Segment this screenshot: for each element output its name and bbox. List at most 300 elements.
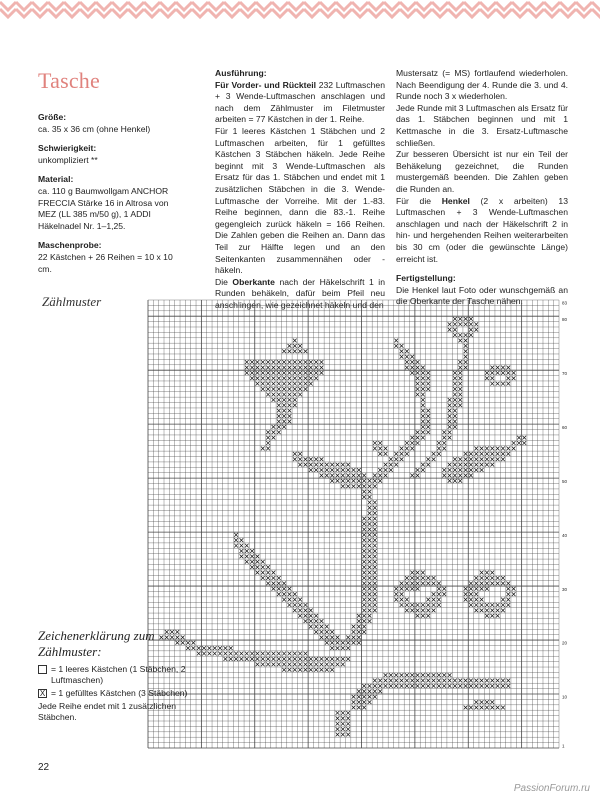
filled-cell-mark bbox=[485, 371, 489, 375]
filled-cell-mark bbox=[341, 474, 345, 478]
filled-cell-mark bbox=[304, 376, 308, 380]
filled-cell-mark bbox=[373, 571, 377, 575]
filled-cell-mark bbox=[442, 587, 446, 591]
filled-cell-mark bbox=[298, 652, 302, 656]
filled-cell-mark bbox=[485, 679, 489, 683]
filled-cell-mark bbox=[474, 598, 478, 602]
filled-cell-mark bbox=[416, 474, 420, 478]
filled-cell-mark bbox=[309, 625, 313, 629]
filled-cell-mark bbox=[234, 657, 238, 661]
filled-cell-mark bbox=[277, 366, 281, 370]
filled-cell-mark bbox=[448, 409, 452, 413]
filled-cell-mark bbox=[362, 533, 366, 537]
filled-cell-mark bbox=[469, 679, 473, 683]
filled-cell-mark bbox=[426, 673, 430, 677]
filled-cell-mark bbox=[464, 366, 468, 370]
row-label: 20 bbox=[562, 640, 568, 646]
filled-cell-mark bbox=[362, 490, 366, 494]
filled-cell-mark bbox=[298, 657, 302, 661]
filled-cell-mark bbox=[288, 409, 292, 413]
filled-cell-mark bbox=[410, 679, 414, 683]
filled-cell-mark bbox=[309, 382, 313, 386]
filled-cell-mark bbox=[330, 662, 334, 666]
filled-cell-mark bbox=[373, 598, 377, 602]
filled-cell-mark bbox=[293, 349, 297, 353]
filled-cell-mark bbox=[368, 506, 372, 510]
filled-cell-mark bbox=[298, 614, 302, 618]
filled-cell-mark bbox=[426, 598, 430, 602]
filled-cell-mark bbox=[453, 371, 457, 375]
difficulty-heading: Schwierigkeit: bbox=[38, 143, 97, 154]
filled-cell-mark bbox=[304, 619, 308, 623]
filled-cell-mark bbox=[288, 657, 292, 661]
filled-cell-mark bbox=[512, 447, 516, 451]
filled-cell-mark bbox=[421, 403, 425, 407]
filled-cell-mark bbox=[266, 565, 270, 569]
filled-cell-mark bbox=[442, 673, 446, 677]
filled-cell-mark bbox=[437, 603, 441, 607]
filled-cell-mark bbox=[357, 474, 361, 478]
filled-cell-mark bbox=[368, 619, 372, 623]
filled-cell-mark bbox=[352, 479, 356, 483]
filled-cell-mark bbox=[272, 571, 276, 575]
filled-cell-mark bbox=[336, 716, 340, 720]
filled-cell-mark bbox=[245, 554, 249, 558]
filled-cell-mark bbox=[506, 598, 510, 602]
filled-cell-mark bbox=[288, 382, 292, 386]
filled-cell-mark bbox=[485, 700, 489, 704]
filled-cell-mark bbox=[256, 657, 260, 661]
filled-cell-mark bbox=[357, 695, 361, 699]
filled-cell-mark bbox=[448, 425, 452, 429]
filled-cell-mark bbox=[298, 382, 302, 386]
filled-cell-mark bbox=[490, 581, 494, 585]
filled-cell-mark bbox=[373, 608, 377, 612]
filled-cell-mark bbox=[421, 414, 425, 418]
filled-cell-mark bbox=[282, 403, 286, 407]
filled-cell-mark bbox=[330, 463, 334, 467]
col3-text-4a: Für die bbox=[396, 195, 442, 206]
filled-cell-mark bbox=[416, 360, 420, 364]
filled-cell-mark bbox=[485, 608, 489, 612]
filled-cell-mark bbox=[320, 360, 324, 364]
filled-cell-mark bbox=[373, 484, 377, 488]
filled-cell-mark bbox=[341, 463, 345, 467]
filled-cell-mark bbox=[261, 657, 265, 661]
filled-cell-mark bbox=[501, 706, 505, 710]
filled-cell-mark bbox=[368, 511, 372, 515]
filled-cell-mark bbox=[480, 679, 484, 683]
filled-cell-mark bbox=[432, 603, 436, 607]
filled-cell-mark bbox=[501, 598, 505, 602]
filled-cell-mark bbox=[448, 468, 452, 472]
filled-cell-mark bbox=[293, 344, 297, 348]
filled-cell-mark bbox=[480, 587, 484, 591]
filled-cell-mark bbox=[426, 376, 430, 380]
filled-cell-mark bbox=[410, 581, 414, 585]
filled-cell-mark bbox=[277, 398, 281, 402]
filled-cell-mark bbox=[234, 544, 238, 548]
filled-cell-mark bbox=[506, 452, 510, 456]
filled-cell-mark bbox=[474, 322, 478, 326]
filled-cell-mark bbox=[432, 457, 436, 461]
filled-cell-mark bbox=[240, 544, 244, 548]
filled-cell-mark bbox=[405, 441, 409, 445]
filled-cell-mark bbox=[426, 679, 430, 683]
filled-cell-mark bbox=[501, 366, 505, 370]
filled-cell-mark bbox=[277, 387, 281, 391]
filled-cell-mark bbox=[362, 614, 366, 618]
filled-cell-mark bbox=[442, 679, 446, 683]
filled-cell-mark bbox=[405, 679, 409, 683]
filled-cell-mark bbox=[384, 673, 388, 677]
filled-cell-mark bbox=[426, 387, 430, 391]
filled-cell-mark bbox=[197, 646, 201, 650]
filled-cell-mark bbox=[357, 635, 361, 639]
filled-cell-mark bbox=[293, 657, 297, 661]
filled-cell-mark bbox=[320, 668, 324, 672]
filled-cell-mark bbox=[346, 711, 350, 715]
filled-cell-mark bbox=[368, 549, 372, 553]
filled-cell-mark bbox=[352, 695, 356, 699]
filled-cell-mark bbox=[272, 587, 276, 591]
filled-cell-mark bbox=[496, 581, 500, 585]
filled-cell-mark bbox=[480, 468, 484, 472]
filled-cell-mark bbox=[272, 576, 276, 580]
filled-cell-mark bbox=[304, 382, 308, 386]
filled-cell-mark bbox=[373, 527, 377, 531]
legend-note: Jede Reihe endet mit 1 zusätzlichen Stäbchen. bbox=[38, 701, 177, 722]
filled-cell-mark bbox=[362, 689, 366, 693]
filled-cell-mark bbox=[330, 630, 334, 634]
filled-cell-mark bbox=[490, 463, 494, 467]
filled-cell-mark bbox=[394, 684, 398, 688]
filled-cell-mark bbox=[458, 457, 462, 461]
filled-cell-mark bbox=[453, 468, 457, 472]
filled-cell-mark bbox=[266, 366, 270, 370]
filled-cell-mark bbox=[362, 527, 366, 531]
filled-cell-mark bbox=[453, 420, 457, 424]
filled-cell-mark bbox=[261, 447, 265, 451]
material-value: ca. 110 g Baumwollgam ANCHOR FRECCIA Stärke 16 in Altrosa von MEZ (LL 385 m/50 g), 1 ADDI Häkelnadel Nr. 1–1,25. bbox=[38, 185, 169, 231]
filled-cell-mark bbox=[282, 587, 286, 591]
filled-cell-mark bbox=[421, 679, 425, 683]
filled-cell-mark bbox=[453, 382, 457, 386]
filled-cell-mark bbox=[314, 619, 318, 623]
filled-cell-mark bbox=[400, 447, 404, 451]
filled-cell-mark bbox=[474, 463, 478, 467]
filled-cell-mark bbox=[485, 452, 489, 456]
filled-cell-mark bbox=[373, 554, 377, 558]
filled-cell-mark bbox=[357, 614, 361, 618]
filled-cell-mark bbox=[410, 684, 414, 688]
filled-cell-mark bbox=[288, 652, 292, 656]
filled-cell-mark bbox=[464, 355, 468, 359]
filled-box-icon: X bbox=[39, 689, 46, 698]
filled-cell-mark bbox=[330, 657, 334, 661]
filled-cell-mark bbox=[464, 333, 468, 337]
filled-cell-mark bbox=[373, 447, 377, 451]
filled-cell-mark bbox=[368, 700, 372, 704]
filled-cell-mark bbox=[304, 360, 308, 364]
filled-cell-mark bbox=[304, 603, 308, 607]
filled-cell-mark bbox=[421, 393, 425, 397]
filled-cell-mark bbox=[378, 679, 382, 683]
filled-cell-mark bbox=[432, 592, 436, 596]
filled-cell-mark bbox=[421, 603, 425, 607]
filled-cell-mark bbox=[506, 684, 510, 688]
filled-cell-mark bbox=[261, 387, 265, 391]
filled-cell-mark bbox=[437, 447, 441, 451]
filled-cell-mark bbox=[341, 662, 345, 666]
legend-filled-text: = 1 gefülltes Kästchen (3 Stäbchen) bbox=[51, 688, 188, 698]
filled-cell-mark bbox=[448, 414, 452, 418]
filled-cell-mark bbox=[474, 700, 478, 704]
filled-cell-mark bbox=[400, 684, 404, 688]
filled-cell-mark bbox=[496, 576, 500, 580]
filled-cell-mark bbox=[357, 630, 361, 634]
filled-cell-mark bbox=[261, 360, 265, 364]
filled-cell-mark bbox=[474, 457, 478, 461]
filled-cell-mark bbox=[362, 706, 366, 710]
filled-cell-mark bbox=[464, 349, 468, 353]
filled-cell-mark bbox=[405, 366, 409, 370]
filled-cell-mark bbox=[368, 608, 372, 612]
filled-cell-mark bbox=[378, 447, 382, 451]
filled-cell-mark bbox=[442, 436, 446, 440]
filled-cell-mark bbox=[282, 360, 286, 364]
filled-cell-mark bbox=[490, 684, 494, 688]
filled-cell-mark bbox=[261, 366, 265, 370]
legend bbox=[38, 628, 188, 723]
filled-cell-mark bbox=[368, 484, 372, 488]
filled-cell-mark bbox=[496, 706, 500, 710]
filled-cell-mark bbox=[266, 447, 270, 451]
filled-cell-mark bbox=[250, 371, 254, 375]
filled-cell-mark bbox=[464, 474, 468, 478]
filled-cell-mark bbox=[336, 468, 340, 472]
filled-cell-mark bbox=[266, 576, 270, 580]
filled-cell-mark bbox=[458, 463, 462, 467]
filled-cell-mark bbox=[469, 587, 473, 591]
filled-cell-mark bbox=[453, 398, 457, 402]
filled-cell-mark bbox=[506, 592, 510, 596]
filled-cell-mark bbox=[282, 393, 286, 397]
filled-cell-mark bbox=[341, 646, 345, 650]
filled-cell-mark bbox=[357, 479, 361, 483]
filled-cell-mark bbox=[298, 360, 302, 364]
filled-cell-mark bbox=[277, 393, 281, 397]
filled-cell-mark bbox=[437, 598, 441, 602]
filled-cell-mark bbox=[421, 425, 425, 429]
filled-cell-mark bbox=[496, 608, 500, 612]
instructions-heading: Ausführung: bbox=[215, 68, 267, 78]
filled-cell-mark bbox=[496, 679, 500, 683]
legend-empty-text: = 1 leeres Kästchen (1 Stäbchen, 2 Luftmaschen) bbox=[51, 664, 186, 685]
filled-cell-mark bbox=[298, 452, 302, 456]
filled-cell-mark bbox=[250, 366, 254, 370]
filled-cell-mark bbox=[416, 468, 420, 472]
filled-cell-mark bbox=[314, 625, 318, 629]
filled-cell-mark bbox=[293, 603, 297, 607]
filled-cell-mark bbox=[282, 662, 286, 666]
filled-cell-mark bbox=[362, 587, 366, 591]
filled-cell-mark bbox=[277, 414, 281, 418]
instructions-lead: Für Vorder- und Rückteil bbox=[215, 79, 317, 90]
filled-cell-mark bbox=[485, 376, 489, 380]
filled-cell-mark bbox=[416, 441, 420, 445]
filled-cell-mark bbox=[277, 430, 281, 434]
filled-cell-mark bbox=[298, 463, 302, 467]
filled-cell-mark bbox=[480, 571, 484, 575]
filled-cell-mark bbox=[272, 581, 276, 585]
filled-cell-mark bbox=[250, 549, 254, 553]
legend-title: Zeichenerklärung zum Zählmuster: bbox=[38, 628, 155, 659]
filled-cell-mark bbox=[362, 522, 366, 526]
filled-cell-mark bbox=[373, 560, 377, 564]
filled-cell-mark bbox=[261, 652, 265, 656]
filled-cell-mark bbox=[245, 657, 249, 661]
filled-cell-mark bbox=[421, 468, 425, 472]
filled-cell-mark bbox=[362, 625, 366, 629]
filled-cell-mark bbox=[442, 592, 446, 596]
col3-para-2: Jede Runde mit 3 Luftmaschen als Ersatz für das 1. Stäbchen beginnen und mit 1 Kettmasche in die 3. Ersatz-Luftmasche schließen. bbox=[396, 102, 568, 148]
filled-cell-mark bbox=[298, 598, 302, 602]
filled-cell-mark bbox=[192, 641, 196, 645]
filled-cell-mark bbox=[362, 544, 366, 548]
filled-cell-mark bbox=[405, 673, 409, 677]
filled-cell-mark bbox=[485, 457, 489, 461]
filled-cell-mark bbox=[426, 603, 430, 607]
filled-cell-mark bbox=[474, 603, 478, 607]
filled-cell-mark bbox=[277, 382, 281, 386]
filled-cell-mark bbox=[298, 387, 302, 391]
filled-cell-mark bbox=[373, 587, 377, 591]
filled-cell-mark bbox=[320, 635, 324, 639]
filled-cell-mark bbox=[432, 679, 436, 683]
filled-cell-mark bbox=[277, 657, 281, 661]
filled-cell-mark bbox=[309, 376, 313, 380]
filled-cell-mark bbox=[474, 581, 478, 585]
filled-cell-mark bbox=[240, 549, 244, 553]
filled-cell-mark bbox=[474, 447, 478, 451]
filled-cell-mark bbox=[485, 603, 489, 607]
filled-cell-mark bbox=[293, 360, 297, 364]
filled-cell-mark bbox=[298, 668, 302, 672]
filled-cell-mark bbox=[346, 641, 350, 645]
filled-cell-mark bbox=[314, 630, 318, 634]
filled-cell-mark bbox=[309, 468, 313, 472]
filled-cell-mark bbox=[272, 393, 276, 397]
filled-cell-mark bbox=[362, 571, 366, 575]
filled-cell-mark bbox=[245, 366, 249, 370]
filled-cell-mark bbox=[362, 598, 366, 602]
filled-cell-mark bbox=[501, 608, 505, 612]
instructions-text-3c: nach der Häkelschrift 1 in Runden behäkeln, dafür beim Pfeil neu anschlingen, wie gezeichnet häkeln und den bbox=[215, 276, 385, 310]
filled-cell-mark bbox=[496, 684, 500, 688]
filled-cell-mark bbox=[400, 673, 404, 677]
filled-cell-mark bbox=[229, 646, 233, 650]
filled-cell-mark bbox=[293, 662, 297, 666]
filled-cell-mark bbox=[341, 716, 345, 720]
filled-cell-mark bbox=[517, 436, 521, 440]
filled-cell-mark bbox=[384, 447, 388, 451]
filled-cell-mark bbox=[352, 641, 356, 645]
filled-cell-mark bbox=[208, 646, 212, 650]
filled-cell-mark bbox=[309, 371, 313, 375]
filled-cell-mark bbox=[320, 457, 324, 461]
filled-cell-mark bbox=[490, 603, 494, 607]
filled-cell-mark bbox=[362, 608, 366, 612]
row-label: 50 bbox=[562, 478, 568, 484]
filled-cell-mark bbox=[314, 463, 318, 467]
filled-cell-mark bbox=[213, 652, 217, 656]
filled-cell-mark bbox=[448, 436, 452, 440]
filled-cell-mark bbox=[405, 608, 409, 612]
filled-cell-mark bbox=[469, 603, 473, 607]
filled-cell-mark bbox=[288, 344, 292, 348]
filled-cell-mark bbox=[218, 646, 222, 650]
filled-cell-mark bbox=[373, 565, 377, 569]
filled-cell-mark bbox=[394, 463, 398, 467]
filled-cell-mark bbox=[448, 474, 452, 478]
filled-cell-mark bbox=[416, 387, 420, 391]
filled-cell-mark bbox=[272, 657, 276, 661]
filled-cell-mark bbox=[373, 544, 377, 548]
filled-cell-mark bbox=[458, 360, 462, 364]
filled-cell-mark bbox=[298, 608, 302, 612]
filled-cell-mark bbox=[368, 495, 372, 499]
filled-cell-mark bbox=[250, 652, 254, 656]
col3-para-1: Mustersatz (= MS) fortlaufend wiederholen. Nach Beendigung der 4. Runde die 3. und 4. Runde noch 3 x wiederholen. bbox=[396, 68, 568, 102]
filled-cell-mark bbox=[474, 608, 478, 612]
filled-cell-mark bbox=[394, 598, 398, 602]
filled-cell-mark bbox=[368, 684, 372, 688]
filled-cell-mark bbox=[309, 457, 313, 461]
filled-cell-mark bbox=[421, 376, 425, 380]
size-heading: Größe: bbox=[38, 112, 67, 122]
filled-cell-mark bbox=[346, 479, 350, 483]
filled-cell-mark bbox=[453, 387, 457, 391]
filled-cell-mark bbox=[490, 576, 494, 580]
filled-cell-mark bbox=[293, 598, 297, 602]
filled-cell-mark bbox=[245, 544, 249, 548]
filled-cell-mark bbox=[389, 457, 393, 461]
filled-cell-mark bbox=[474, 328, 478, 332]
filled-cell-mark bbox=[426, 576, 430, 580]
filled-cell-mark bbox=[256, 371, 260, 375]
material-heading: Material: bbox=[38, 174, 74, 185]
filled-cell-mark bbox=[421, 673, 425, 677]
filled-cell-mark bbox=[304, 371, 308, 375]
filled-cell-mark bbox=[448, 420, 452, 424]
filled-cell-mark bbox=[405, 576, 409, 580]
filled-cell-mark bbox=[416, 581, 420, 585]
filled-cell-mark bbox=[410, 355, 414, 359]
filled-cell-mark bbox=[304, 662, 308, 666]
filled-cell-mark bbox=[288, 592, 292, 596]
filled-cell-mark bbox=[480, 700, 484, 704]
filled-cell-mark bbox=[336, 641, 340, 645]
filled-cell-mark bbox=[288, 662, 292, 666]
filled-cell-mark bbox=[485, 447, 489, 451]
filled-cell-mark bbox=[330, 641, 334, 645]
filled-cell-mark bbox=[250, 376, 254, 380]
row-label: 30 bbox=[562, 586, 568, 592]
filled-cell-mark bbox=[416, 366, 420, 370]
filled-cell-mark bbox=[458, 679, 462, 683]
empty-box-icon bbox=[38, 665, 47, 674]
